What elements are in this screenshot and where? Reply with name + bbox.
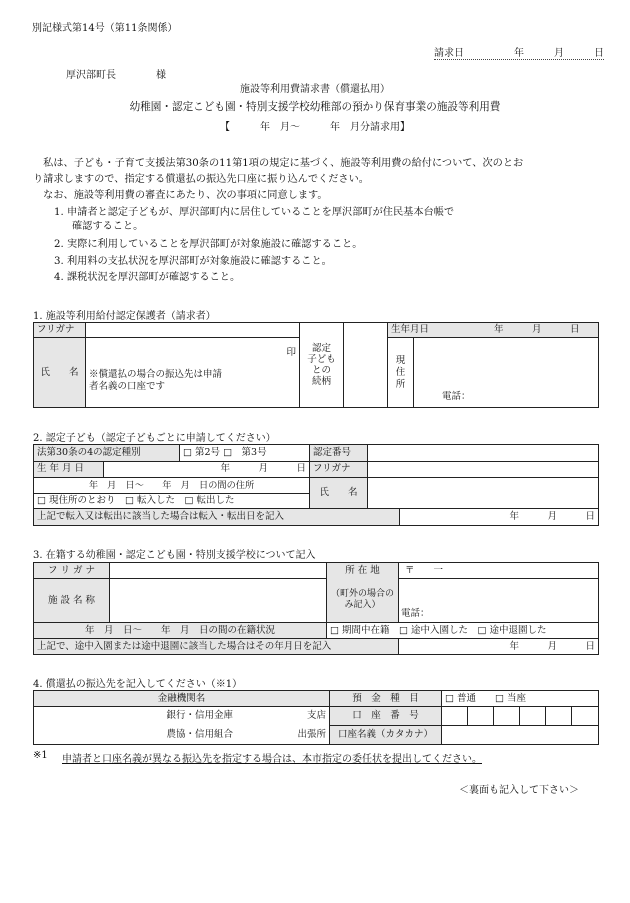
account-digit-6[interactable] xyxy=(572,707,599,726)
s3-furigana-field[interactable] xyxy=(110,563,327,579)
s3-phone-label: 電話： xyxy=(401,608,430,619)
title-line3: 【 年 月～ 年 月分請求用】 xyxy=(220,122,410,133)
relation-line2: 子ども xyxy=(307,354,336,365)
child-table xyxy=(33,444,599,526)
location-note-line2: み記入） xyxy=(344,600,381,611)
s3-postal[interactable]: 〒 一 xyxy=(399,563,599,579)
s3-join-date[interactable]: 年 月 日 xyxy=(399,639,599,655)
address-line3: 所 xyxy=(395,378,406,390)
account-digit-2[interactable] xyxy=(468,707,494,726)
location-note-line1: （町外の場合の xyxy=(330,589,394,600)
s3-join-note: 上記で、途中入園または途中退園に該当した場合はその年月日を記入 xyxy=(34,639,399,655)
s2-cert-type-label: 法第30条の4の認定種別 xyxy=(34,445,180,462)
s2-name-label: 氏 名 xyxy=(310,478,368,509)
back-side-note: ＜裏面も記入して下さい＞ xyxy=(459,785,579,796)
s2-move-options[interactable]: □ 現住所のとおり □ 転入した □ 転出した xyxy=(34,493,310,509)
consent-1b: 確認すること。 xyxy=(72,221,144,232)
s3-facility-name-label: 施 設 名 称 xyxy=(34,579,110,623)
consent-1a: 1. 申請者と認定子どもが、厚沢部町内に居住していることを厚沢部町が住民基本台帳で xyxy=(54,207,455,218)
s3-period: 年 月 日～ 年 月 日の間の在籍状況 xyxy=(34,623,327,639)
intro-line2: り請求しますので、指定する償還払の振込先口座に振り込んでください。 xyxy=(33,174,369,185)
s1-phone-label: 電話： xyxy=(442,391,471,402)
s4-deposit-type-label: 預 金 種 目 xyxy=(330,691,442,707)
s1-birth-label: 生年月日 xyxy=(391,324,430,335)
s1-name-field[interactable] xyxy=(86,338,300,408)
intro-line1: 私は、子ども・子育て支援法第30条の11第1項の規定に基づく、施設等利用費の給付について、次のとお xyxy=(33,158,524,169)
footnote-text: 申請者と口座名義が異なる振込先を指定する場合は、本市指定の委任状を提出してください。 xyxy=(62,754,482,765)
s4-branch: 支店 xyxy=(250,707,330,726)
consent-2: 2. 実際に利用していることを厚沢部町が対象施設に確認すること。 xyxy=(54,239,363,250)
s2-move-note: 上記で転入又は転出に該当した場合は転入・転出日を記入 xyxy=(34,509,400,526)
s1-note1: ※償還払の場合の振込先は申請 xyxy=(89,369,223,380)
s4-account-name-label: 口座名義（カタカナ） xyxy=(330,726,442,745)
s2-cert-no-label: 認定番号 xyxy=(310,445,368,462)
s3-furigana-label: フ リ ガ ナ xyxy=(34,563,110,579)
section3-heading: 3. 在籍する幼稚園・認定こども園・特別支援学校について記入 xyxy=(33,550,316,561)
form-number: 別記様式第14号（第11条関係） xyxy=(32,23,178,34)
title-line1: 施設等利用費請求書（償還払用） xyxy=(240,84,390,95)
s4-account-name-field[interactable] xyxy=(442,726,599,745)
s4-coop-types: 農協・信用組合 xyxy=(164,726,250,745)
s1-birth-row xyxy=(388,323,599,338)
s2-cert-type-value[interactable]: □ 第2号 □ 第3号 xyxy=(180,445,310,462)
request-date: 請求日 年 月 日 xyxy=(434,44,604,60)
s1-address-label xyxy=(388,338,414,408)
account-digit-3[interactable] xyxy=(494,707,520,726)
s3-location-note xyxy=(327,579,399,623)
guardian-table xyxy=(33,322,599,408)
s2-furigana-label: フリガナ xyxy=(310,461,368,478)
s1-birth-value: 年 月 日 xyxy=(494,324,580,335)
section2-heading: 2. 認定子ども（認定子どもごとに申請してください） xyxy=(33,433,276,444)
title-line2: 幼稚園・認定こども園・特別支援学校幼稚部の預かり保育事業の施設等利用費 xyxy=(129,101,501,113)
s3-status-options[interactable]: □ 期間中在籍 □ 途中入園した □ 途中退園した xyxy=(327,623,599,639)
relation-line3: との xyxy=(311,365,331,376)
footnote-mark: ※1 xyxy=(33,750,48,761)
relation-line4: 続柄 xyxy=(311,376,331,387)
facility-table xyxy=(33,562,599,655)
s4-bank-header: 金融機関名 xyxy=(34,691,330,707)
intro-line3: なお、施設等利用費の審査にあたり、次の事項に同意します。 xyxy=(33,190,328,201)
bank-table xyxy=(33,690,599,745)
s1-furigana-label: フリガナ xyxy=(34,323,86,338)
s2-name-field[interactable] xyxy=(368,478,599,509)
s4-sub-branch: 出張所 xyxy=(250,726,330,745)
account-digit-5[interactable] xyxy=(546,707,572,726)
s3-address-field[interactable] xyxy=(399,579,599,623)
account-digit-1[interactable] xyxy=(442,707,468,726)
s1-address-field[interactable] xyxy=(414,338,599,408)
s4-deposit-options[interactable]: □ 普通 □ 当座 xyxy=(442,691,599,707)
section4-heading: 4. 償還払の振込先を記入してください（※1） xyxy=(33,679,243,690)
address-line1: 現 xyxy=(395,354,406,366)
s4-account-no-label: 口 座 番 号 xyxy=(330,707,442,726)
relation-line1: 認定 xyxy=(311,343,331,354)
s1-furigana-field[interactable] xyxy=(86,323,300,338)
s1-relation-label xyxy=(300,323,344,408)
s2-period: 年 月 日～ 年 月 日の間の住所 xyxy=(34,478,310,494)
s2-cert-no-field[interactable] xyxy=(368,445,599,462)
consent-3: 3. 利用料の支払状況を厚沢部町が対象施設に確認すること。 xyxy=(54,256,332,267)
s4-bank-name-field[interactable] xyxy=(34,707,164,745)
s1-relation-field[interactable] xyxy=(344,323,388,408)
s2-birth-label: 生 年 月 日 xyxy=(34,461,104,478)
s1-note2: 者名義の口座です xyxy=(89,381,166,392)
s1-name-label: 氏 名 xyxy=(34,338,86,408)
s3-location-label: 所 在 地 xyxy=(327,563,399,579)
consent-4: 4. 課税状況を厚沢部町が確認すること。 xyxy=(54,272,241,283)
address-line2: 住 xyxy=(395,366,406,378)
seal-mark: 印 xyxy=(286,347,296,358)
s4-bank-types: 銀行・信用金庫 xyxy=(166,710,234,722)
s3-facility-name-field[interactable] xyxy=(110,579,327,623)
addressee: 厚沢部町長 様 xyxy=(66,70,166,81)
account-digit-4[interactable] xyxy=(520,707,546,726)
section1-heading: 1. 施設等利用給付認定保護者（請求者） xyxy=(33,311,216,322)
s2-birth-value[interactable]: 年 月 日 xyxy=(104,461,310,478)
s2-move-date[interactable]: 年 月 日 xyxy=(400,509,599,526)
s2-furigana-field[interactable] xyxy=(368,461,599,478)
